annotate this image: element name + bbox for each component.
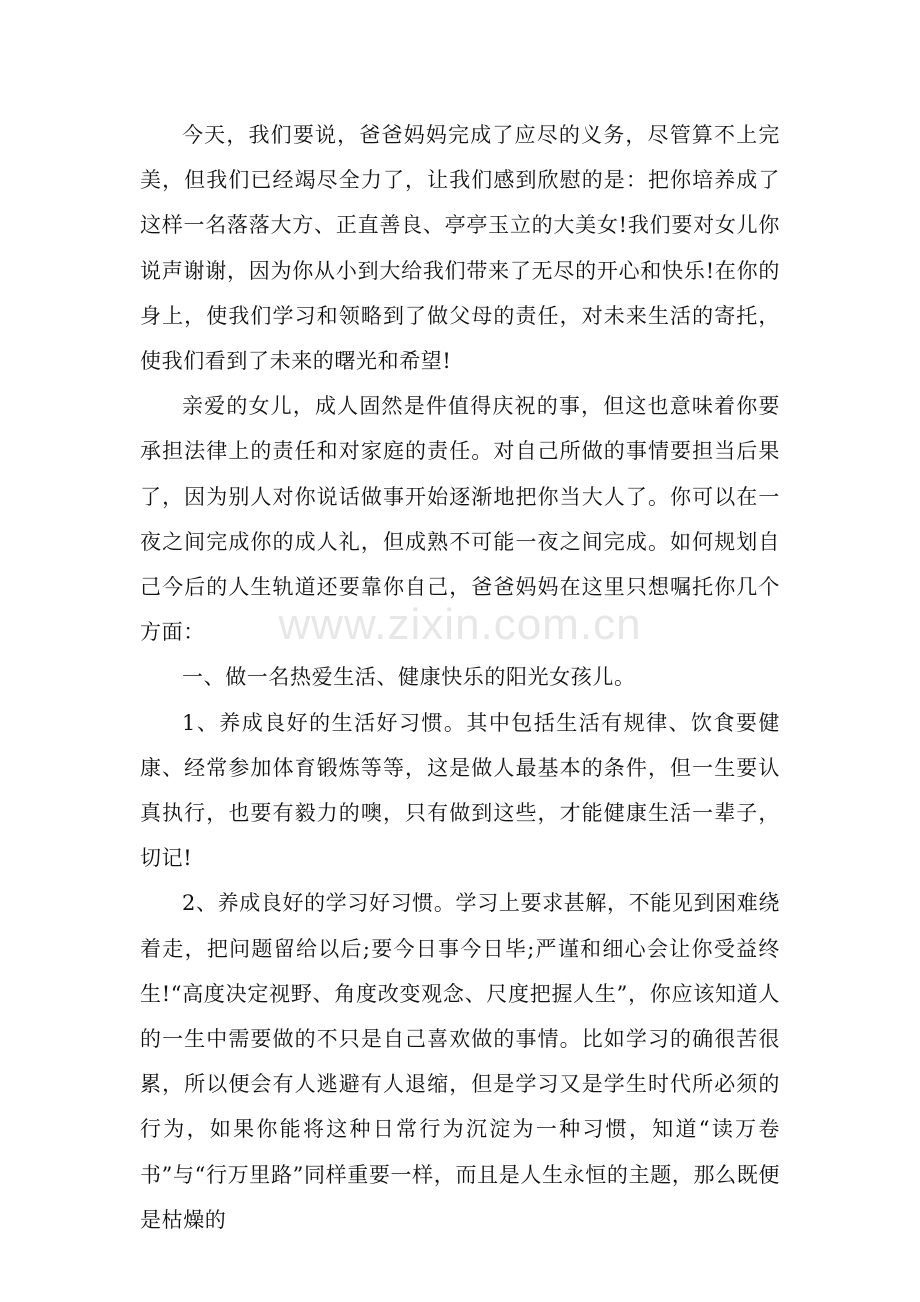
heading-section-one: 一、做一名热爱生活、健康快乐的阳光女孩儿。 <box>182 665 636 690</box>
paragraph-coming-of-age: 亲爱的女儿，成人固然是件值得庆祝的事，但这也意味着你要承担法律上的责任和对家庭的责任。对自己所做的事情要担当后果了，因为别人对你说话做事开始逐渐地把你当大人了。你可以在一夜之间完成你的成人礼，但成熟不可能一夜之间完成。如何规划自己今后的人生轨道还要靠你自己，爸爸妈妈在这里只想嘱托你几个方面： <box>140 394 780 645</box>
paragraph-study-habits: 2、养成良好的学习好习惯。学习上要求甚解，不能见到困难绕着走，把问题留给以后;要今日事今日毕;严谨和细心会让你受益终生!“高度决定视野、角度改变观念、尺度把握人生”，你应该知道人的一生中需要做的不只是自己喜欢做的事情。比如学习的确很苦很累，所以便会有人逃避有人退缩，但是学习又是学生时代所必须的行为，如果你能将这种日常行为沉淀为一种习惯，知道“读万卷书”与“行万里路”同样重要一样，而且是人生永恒的主题，那么既便是枯燥的 <box>140 891 780 1232</box>
paragraph-gratitude: 今天，我们要说，爸爸妈妈完成了应尽的义务，尽管算不上完美，但我们已经竭尽全力了，让我们感到欣慰的是：把你培养成了这样一名落落大方、正直善良、亭亭玉立的大美女!我们要对女儿你说声谢谢，因为你从小到大给我们带来了无尽的开心和快乐!在你的身上，使我们学习和领略到了做父母的责任，对未来生活的寄托，使我们看到了未来的曙光和希望! <box>140 123 780 374</box>
document-body <box>140 113 780 1243</box>
watermark-text: www.zixin.com.cn <box>278 600 642 649</box>
paragraph-life-habits: 1、养成良好的生活好习惯。其中包括生活有规律、饮食要健康、经常参加体育锻炼等等，这是做人最基本的条件，但一生要认真执行，也要有毅力的噢，只有做到这些，才能健康生活一辈子，切记! <box>140 710 780 871</box>
